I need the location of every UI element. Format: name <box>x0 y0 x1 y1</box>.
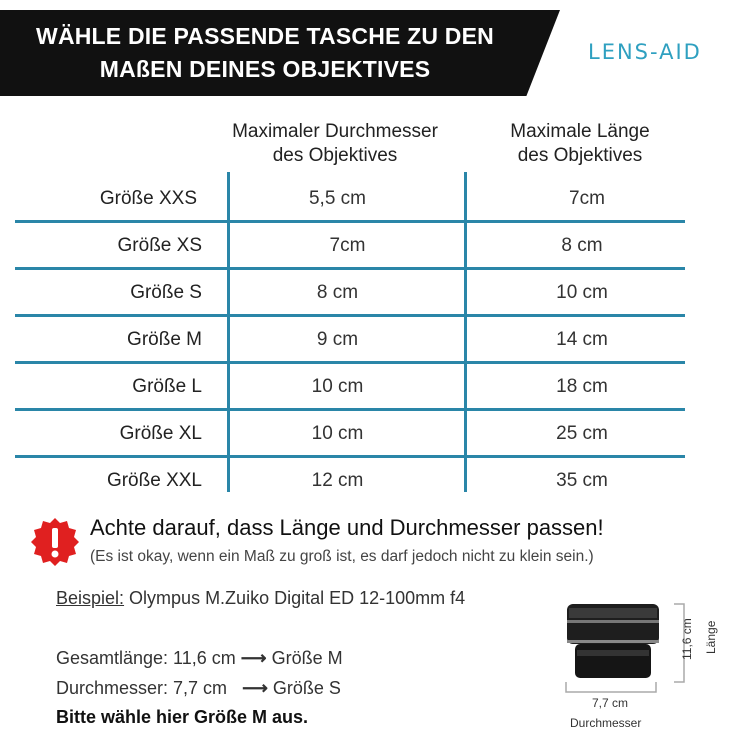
length-result: Größe M <box>271 648 343 668</box>
table-divider-horizontal <box>15 455 685 458</box>
size-label: Größe XL <box>119 423 202 444</box>
diameter-cell: 10 cm <box>311 423 364 444</box>
warning-subtitle: (Es ist okay, wenn ein Maß zu groß ist, es darf jedoch nicht zu klein sein.) <box>90 548 594 565</box>
length-cell: 8 cm <box>561 235 603 256</box>
table-divider-horizontal <box>15 314 685 317</box>
column-header-diameter <box>210 120 460 168</box>
size-label: Größe XXL <box>106 470 202 491</box>
page-title <box>0 10 530 96</box>
table-divider-horizontal <box>15 220 685 223</box>
length-cell: 18 cm <box>556 376 608 397</box>
length-dimension-label: Länge <box>704 620 718 654</box>
table-divider-horizontal <box>15 361 685 364</box>
dimension-lines <box>560 600 700 700</box>
column-header-line: des Objektives <box>272 145 398 166</box>
table-divider-horizontal <box>15 408 685 411</box>
size-label: Größe L <box>132 376 202 397</box>
length-dimension: 11,6 cm <box>680 618 694 660</box>
example-lens: Olympus M.Zuiko Digital ED 12-100mm f4 <box>124 588 466 608</box>
diameter-result: Größe S <box>272 678 341 698</box>
diameter-dimension: 7,7 cm <box>592 696 629 710</box>
example-label: Beispiel: <box>56 588 125 608</box>
diameter-cell: 9 cm <box>316 329 359 350</box>
arrow-right-icon: ⟶ <box>242 678 268 698</box>
title-line-1: WÄHLE DIE PASSENDE TASCHE ZU DEN <box>36 23 494 49</box>
column-header-line: des Objektives <box>517 145 643 166</box>
example-length-row <box>56 648 343 669</box>
exclamation-badge-icon <box>30 517 80 567</box>
length-cell: 25 cm <box>556 423 608 444</box>
table-divider-horizontal <box>15 267 685 270</box>
example-diameter-row <box>56 678 341 699</box>
length-cell: 7cm <box>569 188 605 209</box>
size-label: Größe XXS <box>99 188 197 209</box>
title-line-2: MAßEN DEINES OBJEKTIVES <box>99 56 431 82</box>
diameter-dimension-label: Durchmesser <box>570 716 642 730</box>
brand-logo: LENS-AID <box>588 40 702 64</box>
diameter-text: Durchmesser: 7,7 cm <box>56 678 228 698</box>
diameter-cell: 8 cm <box>316 282 359 303</box>
diameter-cell: 7cm <box>329 235 366 256</box>
column-header-line: Maximaler Durchmesser <box>232 121 438 142</box>
arrow-right-icon: ⟶ <box>240 648 267 668</box>
length-cell: 35 cm <box>556 470 608 491</box>
size-label: Größe XS <box>117 235 202 256</box>
example-conclusion: Bitte wähle hier Größe M aus. <box>56 707 309 727</box>
length-cell: 10 cm <box>556 282 608 303</box>
diameter-cell: 10 cm <box>311 376 364 397</box>
size-label: Größe M <box>127 329 202 350</box>
example-heading <box>56 588 465 609</box>
diameter-cell: 12 cm <box>311 470 364 491</box>
diameter-cell: 5,5 cm <box>308 188 367 209</box>
column-header-length <box>470 120 690 168</box>
size-label: Größe S <box>130 282 202 303</box>
warning-title: Achte darauf, dass Länge und Durchmesser passen! <box>90 515 604 540</box>
column-header-line: Maximale Länge <box>510 121 650 142</box>
length-cell: 14 cm <box>556 329 608 350</box>
length-text: Gesamtlänge: 11,6 cm <box>56 648 236 668</box>
